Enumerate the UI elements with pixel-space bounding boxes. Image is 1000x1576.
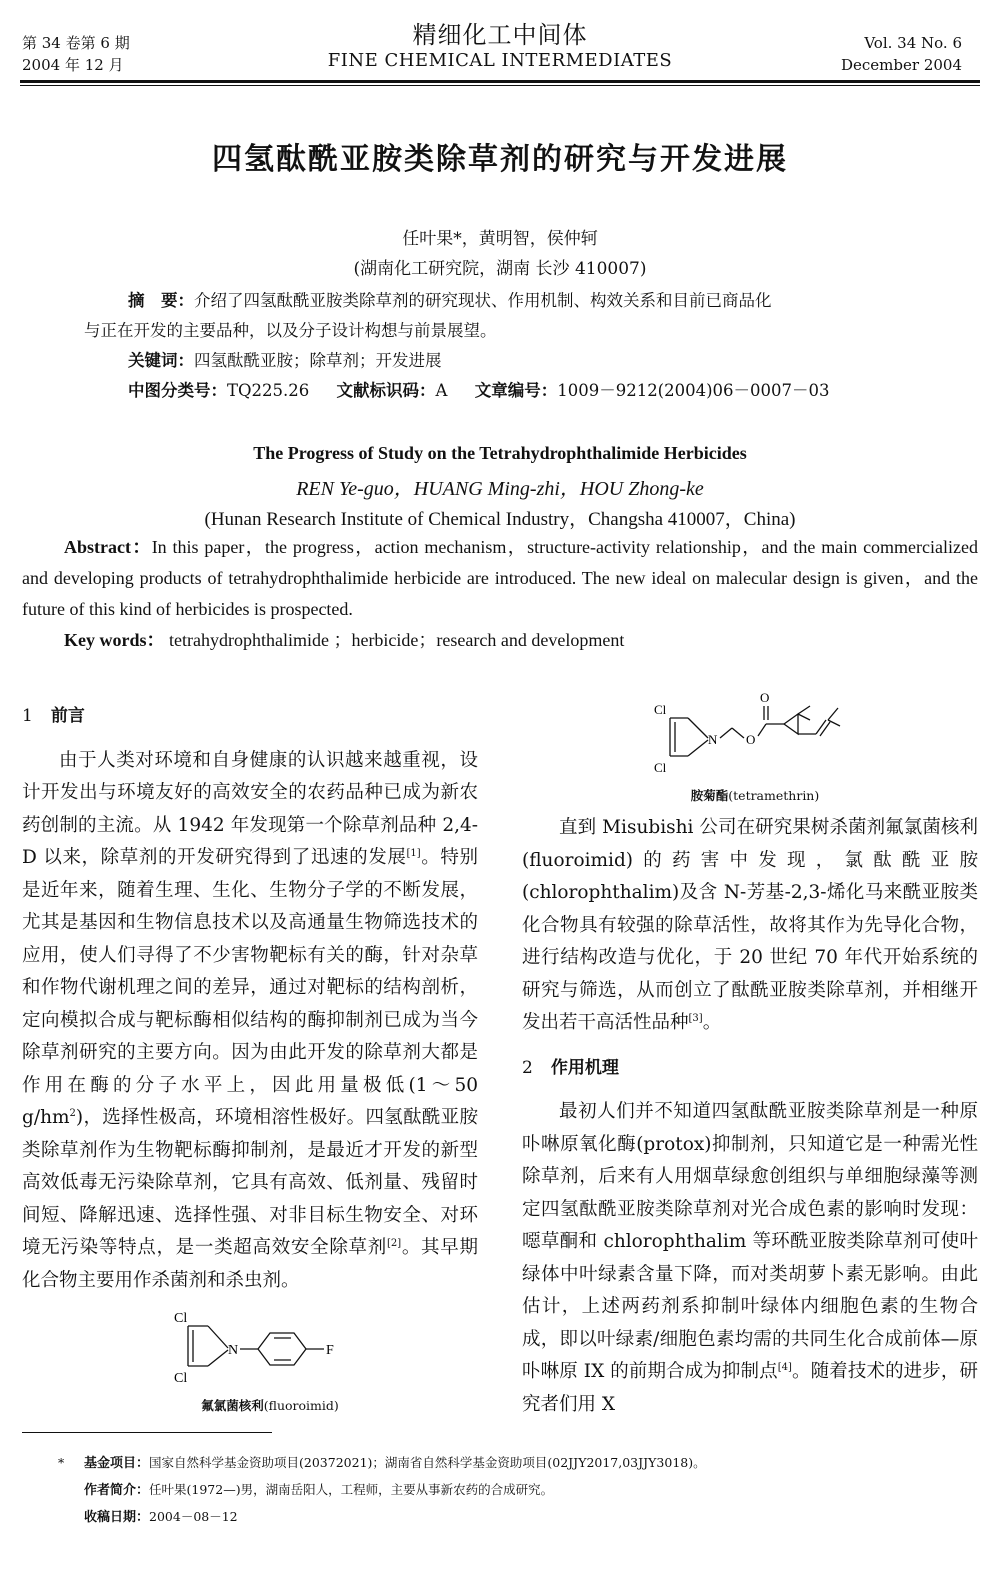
footnote-star: * xyxy=(58,1455,65,1470)
header-rule-thin xyxy=(20,85,980,86)
fluoroimid-structure xyxy=(160,1308,380,1386)
right-paragraph-1-text-a: 直到 Misubishi 公司在研究果树杀菌剂氟氯菌核利(fluoroimid)的药害中发现，氯酞酰亚胺(chlorophthalim)及含 N-芳基-2,3-烯化马来酰亚胺类化合物具有较强的除草活性，故将其作为先导化合物，进行结构改造与优化，于 20 世纪 70 年代开始系统的研究与筛选，从而创立了酞酰亚胺类除草剂，并相继开发出若干高活性品种 xyxy=(522,817,978,1033)
figure-fluoroimid-caption xyxy=(160,1396,380,1414)
doc-code-label: 文献标识码： xyxy=(336,381,436,400)
author-bio-label: 作者简介： xyxy=(84,1483,150,1498)
section1-paragraph xyxy=(22,745,478,1298)
keywords-cn: 四氢酞酰亚胺；除草剂；开发进展 xyxy=(194,351,442,370)
ref-4: [4] xyxy=(777,1361,792,1373)
section1-text-a: 由于人类对环境和自身健康的认识越来越重视，设计开发出与环境友好的高效安全的农药品种已成为新农药创制的主流。从 1942 年发现第一个除草剂品种 2,4-D 以来，除草剂的开发研究得到了迅速的发展 xyxy=(22,749,478,868)
received-date: 2004－08－12 xyxy=(149,1509,238,1524)
section1-text-c: )，选择性极高，环境相溶性极好。四氢酞酰亚胺类除草剂作为生物靶标酶抑制剂，是最近才开发的新型高效低毒无污染除草剂，它具有高效、低剂量、残留时间短、降解迅速、选择性强、对非目标生物安全、对环境无污染等特点，是一类超高效安全除草剂 xyxy=(22,1107,478,1258)
ref-2: [2] xyxy=(386,1237,402,1249)
tetramethrin-structure xyxy=(640,690,870,778)
abstract-en xyxy=(22,532,978,656)
abstract-en-text: In this paper，the progress，action mechanism，structure-activity relationship，and the main commercialized and developing products of tetrahydrophthalimide herbicide are introduced. The new ideal on malecular design is given，and the future of this kind of herbicides is prospected. xyxy=(22,537,979,619)
issue-date: 2004 年 12 月 xyxy=(22,56,124,74)
abstract-cn xyxy=(84,286,934,406)
tetramethrin-cl-bottom: Cl xyxy=(654,760,667,775)
journal-name-en: FINE CHEMICAL INTERMEDIATES xyxy=(327,50,673,71)
article-title-en: The Progress of Study on the Tetrahydrophthalimide Herbicides xyxy=(253,443,747,463)
section2-number: 2 xyxy=(522,1057,533,1078)
figure-fluoroimid xyxy=(160,1308,380,1418)
fluoroimid-cl-top: Cl xyxy=(174,1311,188,1326)
section1-number: 1 xyxy=(22,706,33,726)
tetramethrin-n: N xyxy=(708,732,718,747)
authors-en: REN Ye-guo，HUANG Ming-zhi，HOU Zhong-ke xyxy=(296,478,704,500)
section2-text-a: 最初人们并不知道四氢酞酰亚胺类除草剂是一种原卟啉原氧化酶(protox)抑制剂，只知道它是一种需光性除草剂，后来有人用烟草绿愈创组织与单细胞绿藻等测定四氢酞酰亚胺类除草剂对光合成色素的影响时发现：噁草酮和 chlorophthalim 等环酰亚胺类除草剂可使叶绿体中叶绿素含量下降，而对类胡萝卜素无影响。由此估计，上述两药剂系抑制叶绿体内细胞色素的生物合成，即以叶绿素/细胞色素均需的共同生化合成前体—原卟啉原 IX 的前期合成为抑制点 xyxy=(522,1101,978,1382)
issue-volume-en: Vol. 34 No. 6 xyxy=(864,34,962,52)
footnotes xyxy=(58,1450,984,1531)
fluoroimid-cl-bottom: Cl xyxy=(174,1371,188,1386)
tetramethrin-caption-cn: 胺菊酯 xyxy=(690,788,729,803)
right-paragraph-1-text-b: 。 xyxy=(702,1012,722,1033)
fluoroimid-caption-en: (fluoroimid) xyxy=(263,1398,339,1413)
section1-text-b: 。特别是近年来，随着生理、生化、生物分子学的不断发展，尤其是基因和生物信息技术以及高通量生物筛选技术的应用，使人们寻得了不少害物靶标有关的酶，针对杂草和作物代谢机理之间的差异，通过对靶标的结构剖析，定向模拟合成与靶标酶相似结构的酶抑制剂已成为当今除草剂研究的主要方向。因为由此开发的除草剂大都是作用在酶的分子水平上，因此用量极低(1～50 g/hm xyxy=(22,847,478,1128)
right-paragraph-1 xyxy=(522,812,978,1040)
fluoroimid-caption-cn: 氟氯菌核利 xyxy=(201,1398,264,1413)
journal-name xyxy=(250,20,750,72)
tetramethrin-cl-top: Cl xyxy=(654,702,667,717)
issue-volume: 第 34 卷第 6 期 xyxy=(22,34,130,52)
figure-tetramethrin xyxy=(640,690,870,802)
section2-paragraph xyxy=(522,1096,978,1421)
abstract-cn-line2: 与正在开发的主要品种，以及分子设计构想与前景展望。 xyxy=(84,321,497,340)
classification-line xyxy=(84,376,934,406)
figure-tetramethrin-caption xyxy=(640,786,870,804)
unit-exponent: 2 xyxy=(69,1107,76,1119)
section1-heading xyxy=(22,700,478,733)
keywords-en: tetrahydrophthalimide ；herbicide；research and development xyxy=(169,630,625,650)
authors-cn: 任叶果*，黄明智，侯仲轲 xyxy=(402,229,598,249)
section1-title: 前言 xyxy=(50,706,85,726)
affiliation-en: (Hunan Research Institute of Chemical Industry，Changsha 410007，China) xyxy=(204,509,796,530)
article-number-value: 1009－9212(2004)06－0007－03 xyxy=(557,381,830,400)
issue-date-en: December 2004 xyxy=(841,56,962,74)
issue-info-en xyxy=(841,32,962,76)
author-bio-text: 任叶果(1972—)男，湖南岳阳人，工程师，主要从事新农药的合成研究。 xyxy=(149,1482,554,1497)
abstract-en-label: Abstract： xyxy=(64,537,152,557)
right-column xyxy=(522,812,978,1421)
affiliation-cn: (湖南化工研究院，湖南 长沙 410007) xyxy=(353,259,647,279)
doc-code-value: A xyxy=(435,381,448,400)
fluoroimid-n: N xyxy=(228,1343,239,1358)
keywords-cn-label: 关键词： xyxy=(128,351,194,370)
section2-title: 作用机理 xyxy=(550,1057,619,1078)
keywords-en-label: Key words： xyxy=(64,630,165,650)
abstract-cn-label: 摘 要： xyxy=(128,291,194,310)
abstract-cn-line1: 介绍了四氢酞酰亚胺类除草剂的研究现状、作用机制、构效关系和目前已商品化 xyxy=(194,291,772,310)
ref-3: [3] xyxy=(688,1012,703,1024)
fluoroimid-f: F xyxy=(326,1343,334,1358)
tetramethrin-o-carbonyl: O xyxy=(760,690,770,705)
received-date-label: 收稿日期： xyxy=(84,1510,150,1525)
fund-label: 基金项目： xyxy=(84,1456,150,1471)
header-rule-thick xyxy=(20,80,980,83)
clc-value: TQ225.26 xyxy=(227,381,310,400)
article-number-label: 文章编号： xyxy=(474,381,558,400)
tetramethrin-o-ester: O xyxy=(746,732,756,747)
section2-heading xyxy=(522,1052,978,1085)
left-column xyxy=(22,700,478,1297)
article-title-cn: 四氢酞酰亚胺类除草剂的研究与开发进展 xyxy=(212,142,788,177)
footnote-rule xyxy=(22,1432,272,1433)
section2-text-b: 。随着技术的进步，研究者们用 X xyxy=(522,1361,978,1415)
ref-1: [1] xyxy=(406,847,421,859)
clc-label: 中图分类号： xyxy=(128,381,227,400)
tetramethrin-caption-en: (tetramethrin) xyxy=(728,788,820,803)
journal-name-cn: 精细化工中间体 xyxy=(412,21,588,49)
fund-text: 国家自然科学基金资助项目(20372021)；湖南省自然科学基金资助项目(02JJY2017,03JJY3018)。 xyxy=(149,1455,706,1470)
issue-info xyxy=(22,32,130,76)
section1-text-d: 。其早期化合物主要用作杀菌剂和杀虫剂。 xyxy=(22,1237,478,1291)
